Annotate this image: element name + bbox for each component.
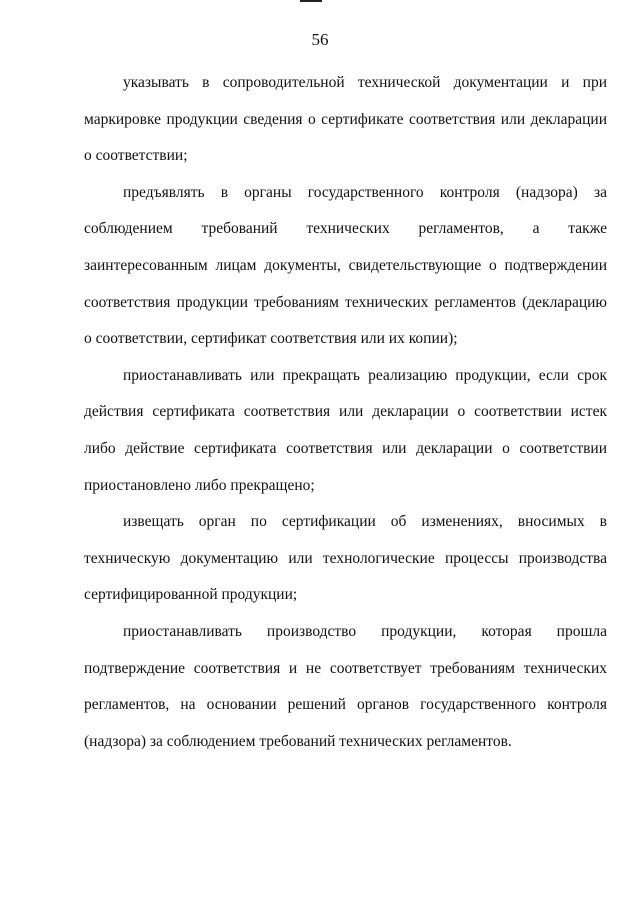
document-body bbox=[84, 65, 607, 760]
top-edge-mark bbox=[300, 0, 322, 2]
page-number: 56 bbox=[311, 30, 329, 49]
paragraph-5: приостанавливать производство продукции, которая прошла подтверждение соответствия и не соответствует требованиям технических регламентов, на основании решений органов государственного контроля (надзора) за соблюдением требований технических регламентов. bbox=[84, 622, 607, 750]
paragraph-4: извещать орган по сертификации об изменениях, вносимых в техническую документацию или технологические процессы производства сертифицированной продукции; bbox=[84, 513, 607, 604]
paragraph-3: приостанавливать или прекращать реализацию продукции, если срок действия сертификата соответствия или декларации о соответствии истек либо действие сертификата соответствия или декларации о соответствии приостановлено либо прекращено; bbox=[84, 366, 607, 494]
paragraph-1: указывать в сопроводительной технической документации и при маркировке продукции сведения о сертификате соответствия или декларации о соответствии; bbox=[84, 74, 607, 165]
paragraph-2: предъявлять в органы государственного контроля (надзора) за соблюдением требований технических регламентов, а также заинтересованным лицам документы, свидетельствующие о подтверждении соответствия продукции требованиям технических регламентов (декларацию о соответствии, сертификат соответствия или их копии); bbox=[84, 183, 607, 348]
